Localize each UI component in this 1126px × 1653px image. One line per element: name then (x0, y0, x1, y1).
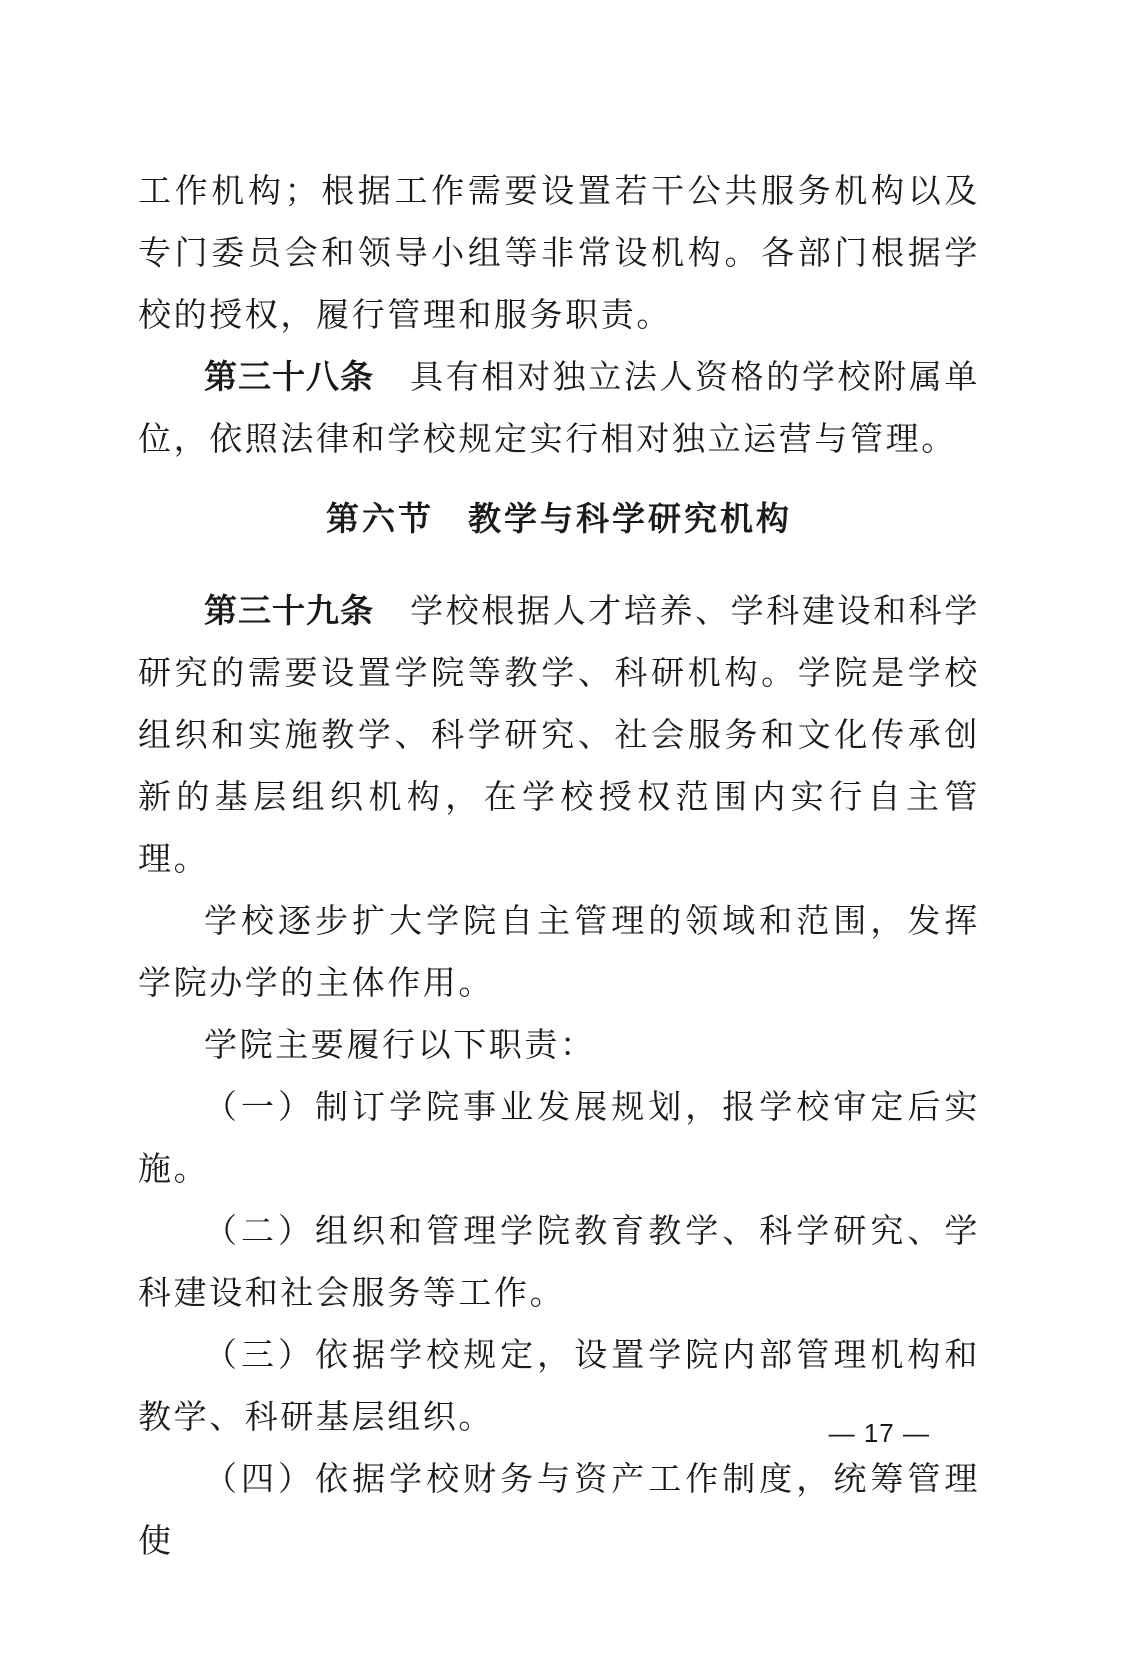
document-body (138, 160, 980, 1572)
paragraph-continuation: 工作机构；根据工作需要设置若干公共服务机构以及专门委员会和领导小组等非常设机构。各部门根据学校的授权，履行管理和服务职责。 (138, 171, 980, 334)
article-39-text: 学校根据人才培养、学科建设和科学研究的需要设置学院等教学、科研机构。学院是学校组织和实施教学、科学研究、社会服务和文化传承创新的基层组织机构，在学校授权范围内实行自主管理。 (138, 591, 980, 878)
article-39 (138, 580, 980, 890)
list-item: （四）依据学校财务与资产工作制度，统筹管理使 (138, 1459, 980, 1560)
paragraph: 学校逐步扩大学院自主管理的领域和范围，发挥学院办学的主体作用。 (138, 901, 980, 1002)
section-number: 第六节 (326, 499, 434, 538)
article-38-number: 第三十八条 (204, 357, 375, 396)
section-title: 教学与科学研究机构 (468, 499, 792, 538)
article-38 (138, 346, 980, 470)
list-item: （一）制订学院事业发展规划，报学校审定后实施。 (138, 1087, 980, 1188)
section-heading (138, 488, 980, 550)
page-number: — 17 — (828, 1418, 930, 1448)
paragraph: 学院主要履行以下职责： (204, 1025, 596, 1064)
article-38-text: 具有相对独立法人资格的学校附属单位，依照法律和学校规定实行相对独立运营与管理。 (138, 357, 980, 458)
list-item: （二）组织和管理学院教育教学、科学研究、学科建设和社会服务等工作。 (138, 1211, 980, 1312)
list-item: （三）依据学校规定，设置学院内部管理机构和教学、科研基层组织。 (138, 1335, 980, 1436)
article-39-number: 第三十九条 (204, 591, 375, 630)
